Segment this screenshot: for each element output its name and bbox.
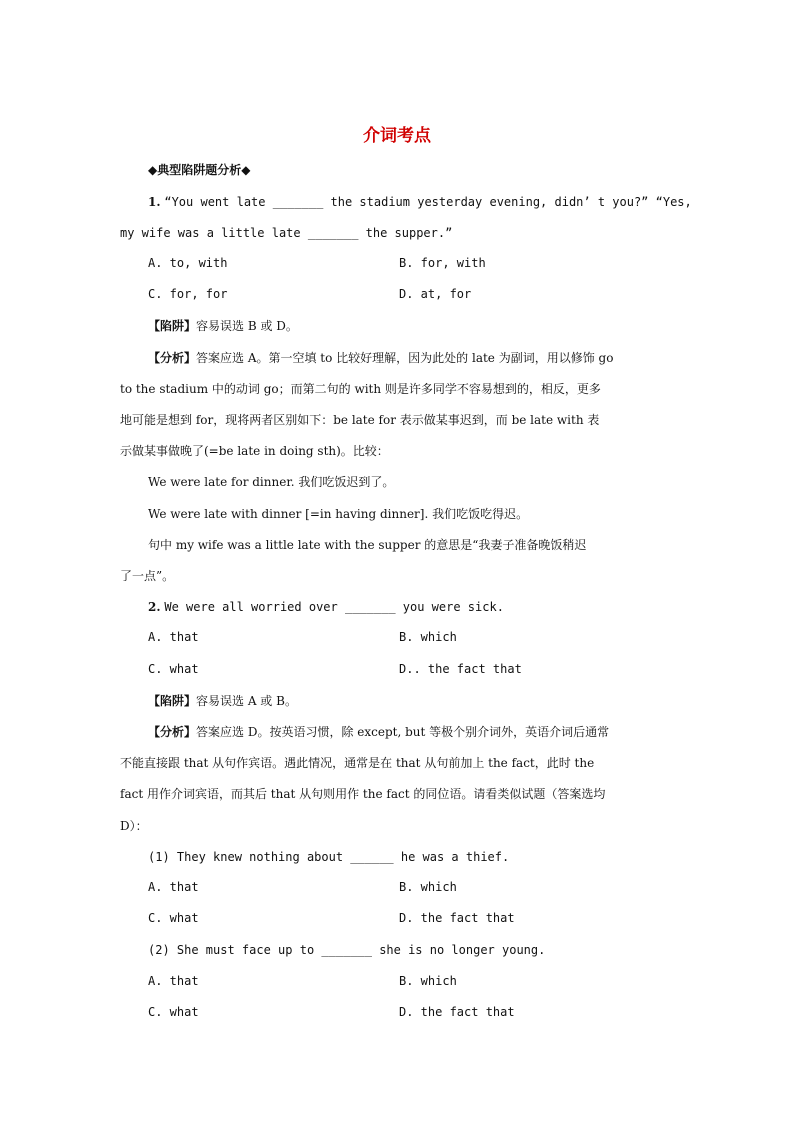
q1-trap [148, 318, 728, 334]
q2-option-c: C. what [148, 662, 199, 676]
q2-trap-text: 容易误选 A 或 B。 [196, 694, 297, 708]
q1-example-1: We were late for dinner. 我们吃饭迟到了。 [148, 475, 395, 489]
q1-analysis-line2: to the stadium 中的动词 go；而第二句的 with 则是许多同学不容易想到的，相反，更多 [120, 382, 601, 396]
q1-analysis-line4: 示做某事做晚了(=be late in doing sth)。比较： [120, 444, 389, 458]
section-heading: ◆典型陷阱题分析◆ [148, 163, 251, 177]
q2-number: 2. [148, 600, 161, 614]
page-title: 介词考点 [363, 126, 431, 146]
q1-text-line1: “You went late _______ the stadium yesterday evening, didn’ t you?” “Yes, [164, 195, 692, 209]
q1-analysis-line3: 地可能是想到 for，现将两者区别如下：be late for 表示做某事迟到，而 be late with 表 [120, 413, 600, 427]
q2-trap-label: 【陷阱】 [148, 694, 197, 708]
q1-option-a: A. to, with [148, 256, 228, 270]
q2-option-b: B. which [399, 630, 457, 644]
q2-sub2-option-a: A. that [148, 974, 199, 988]
q1-option-d: D. at, for [399, 287, 472, 301]
q1-option-c: C. for, for [148, 287, 228, 301]
q1-option-b: B. for, with [399, 256, 486, 270]
q2-analysis-line3: fact 用作介词宾语，而其后 that 从句则用作 the fact 的同位语。请看类似试题（答案选均 [120, 787, 606, 801]
q2-sub1-option-d: D. the fact that [399, 911, 515, 925]
q2-sub1-text: (1) They knew nothing about ______ he was a thief. [148, 850, 510, 864]
q2-analysis-line4: D）： [120, 819, 148, 833]
q2-sub2-option-d: D. the fact that [399, 1005, 515, 1019]
q2-sub2-option-b: B. which [399, 974, 457, 988]
q1-note-line2: 了一点”。 [120, 569, 175, 583]
q1-analysis-label: 【分析】 [148, 351, 197, 365]
q2-option-d: D.. the fact that [399, 662, 522, 676]
q2-analysis-line2: 不能直接跟 that 从句作宾语。遇此情况，通常是在 that 从句前加上 the fact，此时 the [120, 756, 595, 770]
q2-analysis-line1 [148, 724, 728, 740]
q1-analysis-line1 [148, 350, 728, 366]
q1-line1 [148, 194, 728, 210]
q1-analysis-text-1: 答案应选 A。第一空填 to 比较好理解，因为此处的 late 为副词，用以修饰 go [196, 351, 614, 365]
q2-line [148, 599, 728, 615]
q2-sub2-option-c: C. what [148, 1005, 199, 1019]
q1-trap-text: 容易误选 B 或 D。 [196, 319, 298, 333]
q2-sub1-option-b: B. which [399, 880, 457, 894]
q1-example-2: We were late with dinner [=in having dinner]. 我们吃饭吃得迟。 [148, 507, 529, 521]
q2-sub2-text: (2) She must face up to _______ she is no longer young. [148, 943, 546, 957]
q1-number: 1. [148, 195, 161, 209]
q2-text: We were all worried over _______ you were sick. [164, 600, 504, 614]
q1-line2: my wife was a little late _______ the supper.” [120, 226, 453, 240]
q1-trap-label: 【陷阱】 [148, 319, 197, 333]
q2-trap [148, 693, 728, 709]
q2-sub1-option-a: A. that [148, 880, 199, 894]
q1-note-line1: 句中 my wife was a little late with the supper 的意思是“我妻子准备晚饭稍迟 [148, 538, 587, 552]
q2-sub1-option-c: C. what [148, 911, 199, 925]
q2-option-a: A. that [148, 630, 199, 644]
q2-analysis-text-1: 答案应选 D。按英语习惯，除 except, but 等极个别介词外，英语介词后通常 [196, 725, 610, 739]
q2-analysis-label: 【分析】 [148, 725, 197, 739]
